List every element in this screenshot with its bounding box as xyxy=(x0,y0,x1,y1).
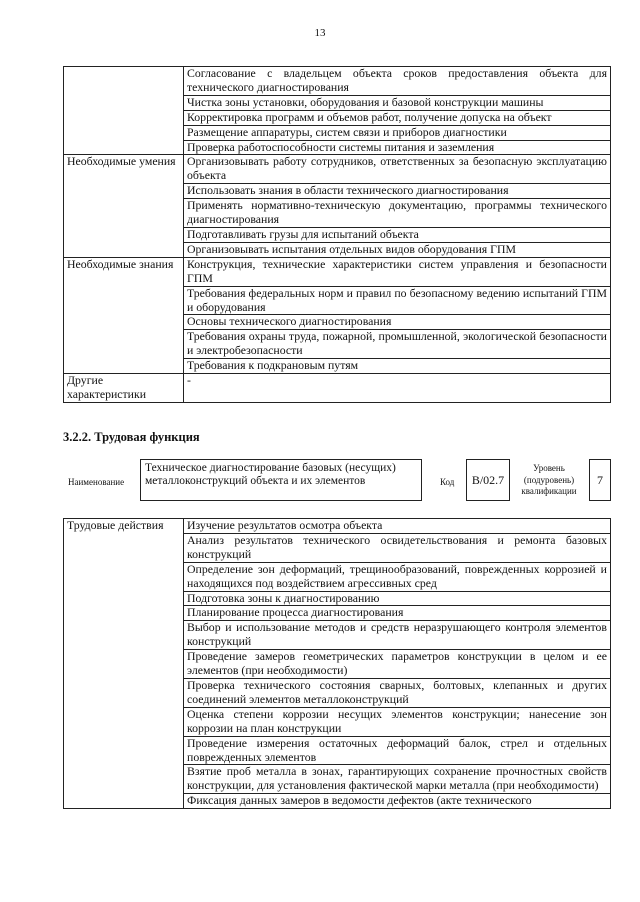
page-number: 13 xyxy=(314,27,326,39)
table-cell: Применять нормативно-техническую документацию, программы технического диагностирования xyxy=(184,199,611,228)
table-cell: Использовать знания в области технического диагностирования xyxy=(184,184,611,199)
section-heading: 3.2.2. Трудовая функция xyxy=(63,430,200,444)
table-cell: Требования охраны труда, пожарной, промышленной, экологической безопасности и электробезопасности xyxy=(184,330,611,359)
table-row xyxy=(64,67,611,96)
table-cell: Подготавливать грузы для испытаний объекта xyxy=(184,227,611,242)
table-cell: Проведение замеров геометрических параметров конструкции в целом и ее элементов (при необходимости) xyxy=(184,650,611,679)
table-cell: Основы технического диагностирования xyxy=(184,315,611,330)
table-cell: Выбор и использование методов и средств неразрушающего контроля элементов конструкций xyxy=(184,621,611,650)
table-cell: Фиксация данных замеров в ведомости дефектов (акте технического xyxy=(184,794,611,809)
table-cell: Требования федеральных норм и правил по безопасному ведению испытаний ГПМ и оборудования xyxy=(184,286,611,315)
qualification-level-box: 7 xyxy=(589,459,611,501)
row-group-label: Другие характеристики xyxy=(64,374,184,403)
skills-knowledge-table xyxy=(63,66,611,403)
table-row xyxy=(64,257,611,286)
code-label: Код xyxy=(440,477,455,487)
qualification-level-label: Уровень (подуровень) квалификации xyxy=(521,463,577,497)
table-cell: Требования к подкрановым путям xyxy=(184,359,611,374)
table-cell: Корректировка программ и объемов работ, получение допуска на объект xyxy=(184,110,611,125)
table-cell: Чистка зоны установки, оборудования и базовой конструкции машины xyxy=(184,95,611,110)
name-label: Наименование xyxy=(68,477,125,487)
table-row xyxy=(64,155,611,184)
table-row xyxy=(64,519,611,534)
row-group-label: Трудовые действия xyxy=(64,519,184,809)
function-name-box: Техническое диагностирование базовых (несущих) металлоконструкций объекта и их элементов xyxy=(140,459,422,501)
table-cell: Взятие проб металла в зонах, гарантирующих сохранение прочностных свойств конструкции, для установления фактической марки металла (при необходимости) xyxy=(184,765,611,794)
table-cell: Определение зон деформаций, трещинообразований, поврежденных коррозией и находящихся под воздействием агрессивных сред xyxy=(184,562,611,591)
table-cell: Организовывать испытания отдельных видов оборудования ГПМ xyxy=(184,242,611,257)
labor-actions-table xyxy=(63,518,611,809)
function-code-box: В/02.7 xyxy=(466,459,510,501)
table-cell: Оценка степени коррозии несущих элементов конструкции; нанесение зон коррозии на план конструкции xyxy=(184,707,611,736)
table-cell: Проверка технического состояния сварных, болтовых, клепанных и других соединений элементов металлоконструкций xyxy=(184,678,611,707)
table-cell: Изучение результатов осмотра объекта xyxy=(184,519,611,534)
table-cell: Планирование процесса диагностирования xyxy=(184,606,611,621)
table-cell: Конструкция, технические характеристики систем управления и безопасности ГПМ xyxy=(184,257,611,286)
table-cell: Анализ результатов технического освидетельствования и ремонта базовых конструкций xyxy=(184,533,611,562)
table-cell: - xyxy=(184,374,611,403)
table-row xyxy=(64,374,611,403)
table-cell: Организовывать работу сотрудников, ответственных за безопасную эксплуатацию объекта xyxy=(184,155,611,184)
row-group-label: Необходимые умения xyxy=(64,155,184,257)
row-group-label: Необходимые знания xyxy=(64,257,184,373)
table-cell: Подготовка зоны к диагностированию xyxy=(184,591,611,606)
table-cell: Проведение измерения остаточных деформаций балок, стрел и отдельных поврежденных элементов xyxy=(184,736,611,765)
table-cell: Согласование с владельцем объекта сроков предоставления объекта для технического диагностирования xyxy=(184,67,611,96)
table-cell: Проверка работоспособности системы питания и заземления xyxy=(184,140,611,155)
row-group-label xyxy=(64,67,184,155)
table-cell: Размещение аппаратуры, систем связи и приборов диагностики xyxy=(184,125,611,140)
